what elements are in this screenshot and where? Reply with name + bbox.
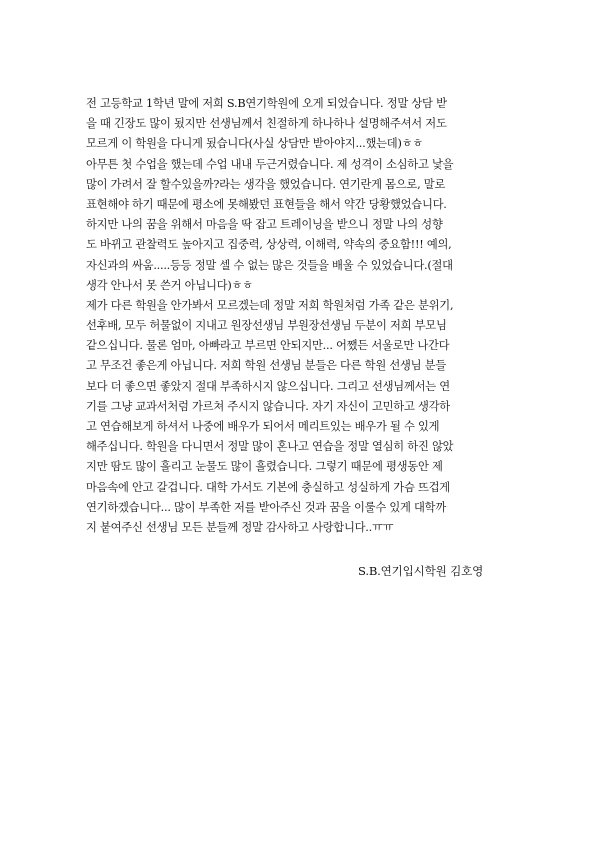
letter-line: 표현해야 하기 때문에 평소에 못해봤던 표현들을 해서 약간 당황했었습니다. xyxy=(86,197,447,211)
letter-line: 선후배, 모두 허물없이 지내고 원장선생님 부원장선생님 두분이 저희 부모님 xyxy=(86,319,447,333)
letter-line: 연기하겠습니다... 많이 부족한 저를 받아주신 것과 꿈을 이룰수 있게 대학까 xyxy=(86,500,446,514)
letter-line: 모르게 이 학원을 다니게 됬습니다(사실 상담만 받아야지...했는데)ㅎㅎ xyxy=(86,137,423,151)
letter-body xyxy=(86,94,516,538)
letter-line: 기를 그냥 교과서처럼 가르쳐 주시지 않습니다. 자기 자신이 고민하고 생각하 xyxy=(86,399,450,413)
letter-line: 아무튼 첫 수업을 했는데 수업 내내 두근거렸습니다. 제 성격이 소심하고 낯을 xyxy=(86,157,454,171)
letter-line: 해주십니다. 학원을 다니면서 정말 많이 혼나고 연습을 정말 열심히 하진 않았 xyxy=(86,440,454,454)
letter-line: 보다 더 좋으면 좋았지 절대 부족하시지 않으십니다. 그리고 선생님께서는 연 xyxy=(86,379,450,393)
letter-line: 고 무조건 좋은게 아닙니다. 저희 학원 선생님 분들은 다른 학원 선생님 분들 xyxy=(86,359,446,373)
letter-line: 지만 땀도 많이 흘리고 눈물도 많이 흘렸습니다. 그렇기 때문에 평생동안 제 xyxy=(86,460,443,474)
letter-line: 마음속에 안고 갈겁니다. 대학 가서도 기본에 충실하고 성실하게 가슴 뜨겁게 xyxy=(86,480,450,494)
letter-line: 하지만 나의 꿈을 위해서 마음을 딱 잡고 트레이닝을 받으니 정말 나의 성향 xyxy=(86,218,443,232)
letter-line: 제가 다른 학원을 안가봐서 모르겠는데 정말 저희 학원처럼 가족 같은 분위기, xyxy=(86,298,454,312)
letter-line: 고 연습해보게 하셔서 나중에 배우가 되어서 메리트있는 배우가 될 수 있게 xyxy=(86,420,440,433)
signature: S.B.연기입시학원 김호영 xyxy=(358,564,484,578)
letter-line: 같으십니다. 물론 엄마, 아빠라고 부르면 안되지만... 어쨌든 서울로만 나간다 xyxy=(86,339,450,353)
letter-line: 많이 가려서 잘 할수있을까?라는 생각을 했었습니다. 연기란게 몸으로, 말로 xyxy=(86,177,446,191)
letter-line: 지 붙여주신 선생님 모든 분들께 정말 감사하고 사랑합니다..ㅠㅠ xyxy=(86,520,394,534)
letter-line: 전 고등학교 1학년 말에 저희 S.B연기학원에 오게 되었습니다. 정말 상담 받 xyxy=(86,97,447,110)
letter-line: 자신과의 싸움.....등등 정말 셀 수 없는 많은 것들을 배울 수 있었습니다.(절대 xyxy=(86,258,453,272)
letter-line: 을 때 긴장도 많이 됬지만 선생님께서 친절하게 하나하나 설명해주셔서 저도 xyxy=(86,117,447,131)
letter-line: 생각 안나서 못 쓴거 아닙니다)ㅎㅎ xyxy=(86,278,253,292)
letter-line: 도 바뀌고 관찰력도 높아지고 집중력, 상상력, 이해력, 약속의 중요함!!! 예의, xyxy=(86,238,452,252)
